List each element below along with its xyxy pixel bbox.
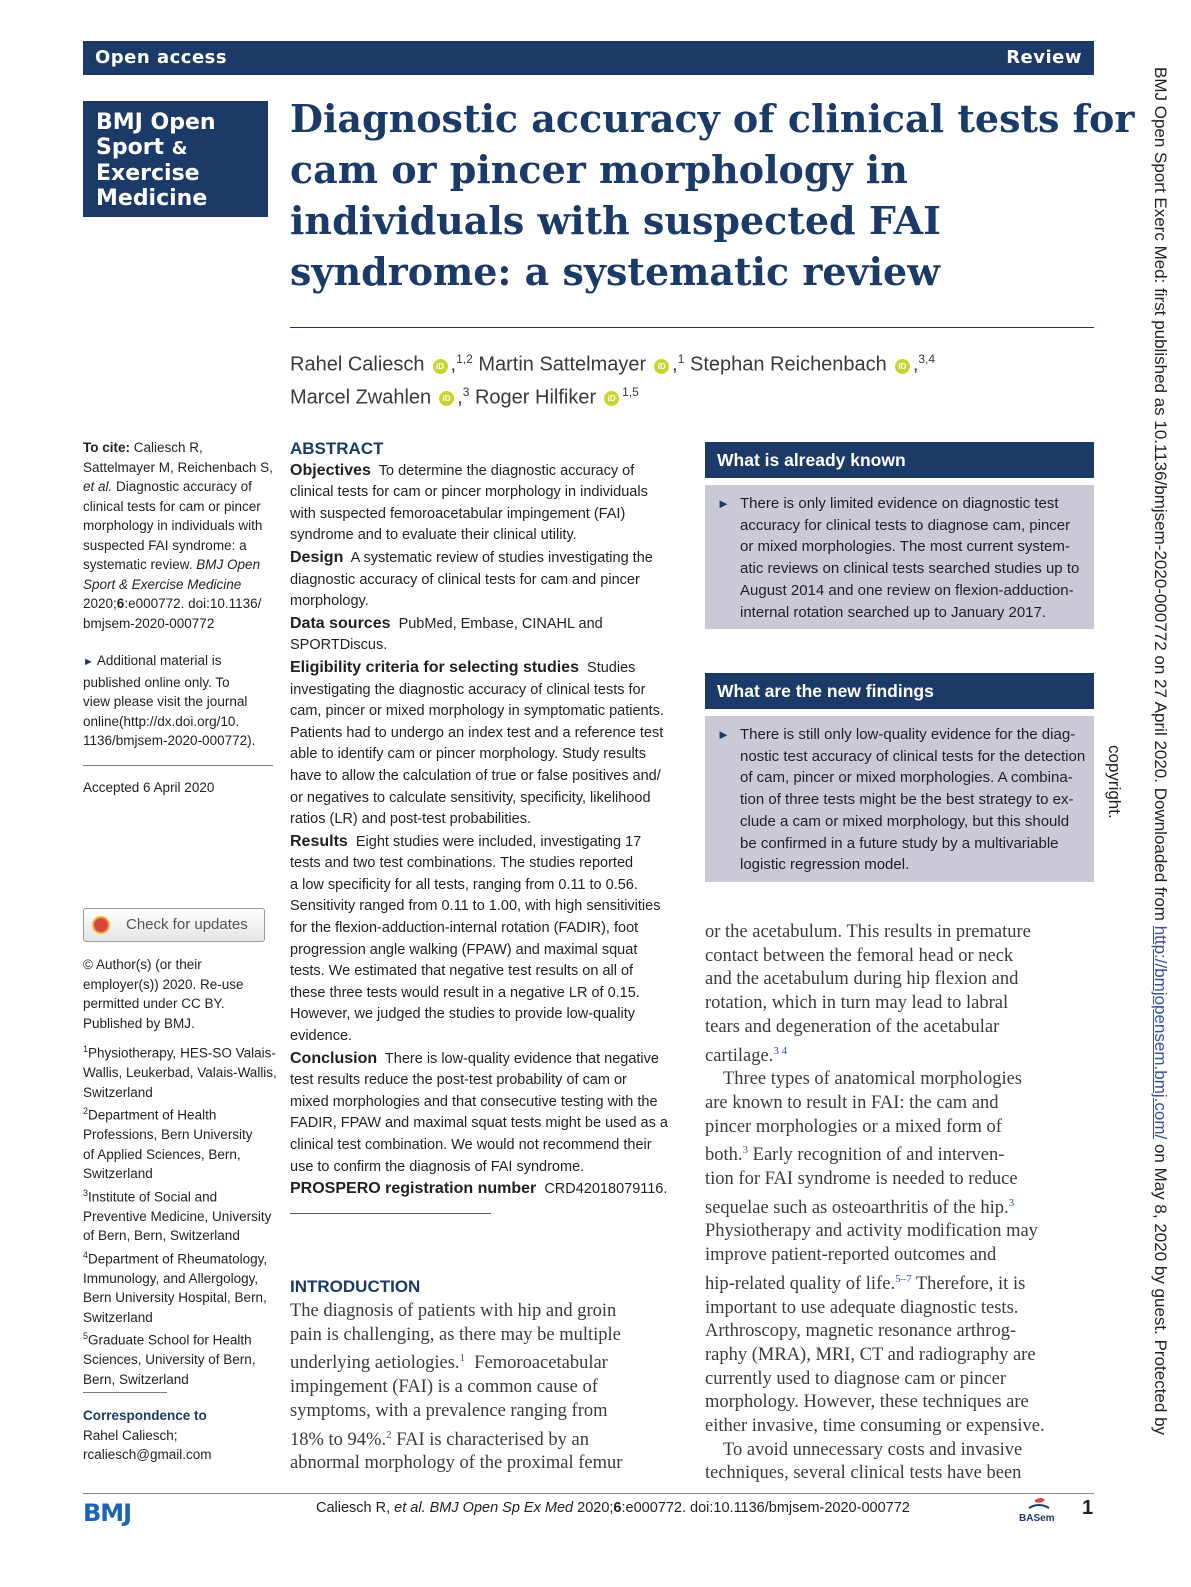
- citation-link[interactable]: 3: [742, 1144, 749, 1157]
- orcid-icon[interactable]: iD: [604, 391, 619, 406]
- already-known-box-title: What is already known: [705, 442, 1094, 478]
- affiliation: $^5$Graduate School for Health Sciences, University of Bern, Bern, Switzerland: [83, 1331, 256, 1387]
- citation-block: To cite: Caliesch R, Sattelmayer M, Reichenbach S, et al. Diagnostic accuracy of clinical tests for cam or pincer morphology in individuals with suspected FAI syndrome: a systematic review. BMJ Open Sport & Exercise Medicine 2020;6:e000772. doi:10.1136/ bmjsem-2020-000772: [83, 440, 273, 631]
- abstract-heading: ABSTRACT: [290, 439, 384, 458]
- correspondence: Correspondence to Rahel Caliesch; rcaliesch@gmail.com: [83, 1406, 273, 1465]
- page-number: 1: [1082, 1497, 1094, 1519]
- orcid-icon[interactable]: iD: [654, 359, 669, 374]
- author-name[interactable]: Rahel Caliesch: [290, 353, 425, 376]
- citation-link[interactable]: 5–7: [895, 1272, 912, 1285]
- article-type-label: Review: [1006, 47, 1082, 68]
- additional-material-note[interactable]: ► Additional material is published online only. To view please visit the journal online(http://dx.doi.org/10. 1136/bmjsem-2020-000772).: [83, 653, 256, 748]
- side-download-notice: BMJ Open Sport Exerc Med: first published as 10.1136/bmjsem-2020-000772 on 27 April 2020. Downloaded from http://bmjopensem.bmj.com/ on May 8, 2020 by guest. Protected by: [1151, 67, 1170, 1436]
- title-divider: [290, 327, 1094, 328]
- introduction-text: The diagnosis of patients with hip and groin pain is challenging, as there may be multiple underlying aetiologies.$^1$ Femoroacetabular impingement (FAI) is a common cause of symptoms, with a prevalence ranging from 18% to 94%.$^2$ FAI is characterised by an abnormal morphology of the proximal femur: [290, 1301, 623, 1474]
- basem-logo: [1015, 1496, 1063, 1524]
- body-text-right: or the acetabulum. This results in premature contact between the femoral head or neck and the acetabulum during hip flexion and rotation, which in turn may lead to labral tears and degeneration of the acetabular cartilage.$^{3 4}$ Three types of anatomical morphologies are known to result in FAI: the cam and pincer morphologies or a mixed form of both.$^3$ Early recognition of and interven- tion for FAI syndrome is needed to reduce sequelae such as osteoarthritis of the hip.$^3$ Physiotherapy and activity modification may improve patient-reported outcomes and hip-related quality of life.$^{5-7}$ Therefore, it is important to use adequate diagnostic tests. Arthroscopy, magnetic resonance arthrog- raphy (MRA), MRI, CT and radiography are currently used to diagnose cam or pincer morphology. However, these techniques are either invasive, time consuming or expensive. To avoid unnecessary costs and invasive techniques, several clinical tests have been: [705, 922, 1045, 1484]
- triangle-bullet-icon: ►: [717, 496, 730, 511]
- svg-text:BASem: BASem: [1019, 1513, 1055, 1524]
- affiliation: $^3$Institute of Social and Preventive Medicine, University of Bern, Bern, Switzerland: [83, 1187, 272, 1243]
- orcid-icon[interactable]: iD: [439, 391, 454, 406]
- triangle-bullet-icon: ►: [717, 727, 730, 742]
- citation-link[interactable]: 3 4: [773, 1044, 788, 1057]
- already-known-box: ► There is only limited evidence on diagnostic test accuracy for clinical tests to diagnose cam, pincer or mixed morphologies. The most current system- atic reviews on clinical tests searched studies up to August 2014 and one review on flexion-adduction- internal rotation searched up to January 2017.: [705, 485, 1094, 629]
- citation-link[interactable]: 2: [386, 1428, 392, 1441]
- correspondence-email[interactable]: rcaliesch@gmail.com: [83, 1447, 212, 1462]
- abstract: ABSTRACT Objectives To determine the diagnostic accuracy of clinical tests for cam or pincer morphology in individuals with suspected femoroacetabular impingement (FAI) syndrome and to evaluate their clinical utility. Design A systematic review of studies investigating the diagnostic accuracy of clinical tests for cam and pincer morphology. Data sources PubMed, Embase, CINAHL and SPORTDiscus. Eligibility criteria for selecting studies Studies investigating the diagnostic accuracy of clinical tests for cam, pincer or mixed morphology in symptomatic patients. Patients had to undergo an index test and a reference test able to identify cam or pincer morphology. Study results have to allow the calculation of true or false positives and/ or negatives to calculate sensitivity, specificity, likelihood ratios (LR) and post-test probabilities. Results Eight studies were included, investigating 17 tests and two test combinations. The studies reported a low specificity for all tests, ranging from 0.11 to 0.56. Sensitivity ranged from 0.11 to 1.00, with high sensitivities for the flexion-adduction-internal rotation (FADIR), foot progression angle walking (FPAW) and maximal squat tests. We estimated that negative test results on all of these three tests would result in a negative LR of 0.15. However, we judged the studies to provide low-quality evidence. Conclusion There is low-quality evidence that negative test results reduce the post-test probability of cam or mixed morphologies and that consecutive testing with the FADIR, FPAW and maximal squat tests might be used as a clinical test combination. We would not recommend their use to confirm the diagnosis of FAI syndrome. PROSPERO registration number CRD42018079116.: [290, 438, 680, 1201]
- author-name[interactable]: Roger Hilfiker: [474, 386, 597, 409]
- open-access-label: Open access: [95, 47, 228, 68]
- journal-logo-line: Exercise: [96, 161, 200, 186]
- citation-link[interactable]: 1: [459, 1352, 466, 1365]
- journal-logo: [83, 101, 268, 217]
- header-bar: [83, 41, 1094, 75]
- citation-link[interactable]: 3: [1008, 1196, 1015, 1209]
- triangle-bullet-icon: ►: [83, 656, 94, 668]
- article-title: Diagnostic accuracy of clinical tests for cam or pincer morphology in individuals with suspected FAI syndrome: a systematic review: [290, 96, 1135, 294]
- introduction-heading: INTRODUCTION: [290, 1277, 421, 1296]
- journal-site-link[interactable]: http://bmjopensem.bmj.com/: [1151, 925, 1170, 1140]
- affiliation: $^2$Department of Health Professions, Bern University of Applied Sciences, Bern, Switzerland: [83, 1106, 253, 1181]
- journal-logo-line: Sport &: [96, 135, 188, 160]
- affiliation: $^4$Department of Rheumatology, Immunology, and Allergology, Bern University Hospital, Bern, Switzerland: [83, 1249, 268, 1325]
- author-name[interactable]: Marcel Zwahlen: [290, 386, 432, 409]
- journal-logo-line: Medicine: [96, 186, 208, 211]
- sidebar: [83, 438, 273, 797]
- new-findings-box: ► There is still only low-quality evidence for the diag- nostic test accuracy of clinical tests for the detection of cam, pincer or mixed morphologies. A combina- tion of three tests might be the best strategy to ex- clude a cam or mixed morphology, but this should be confirmed in a future study by a multivariable logistic regression model.: [705, 716, 1094, 882]
- accepted-date: Accepted 6 April 2020: [83, 779, 215, 795]
- check-for-updates-button[interactable]: [83, 908, 265, 942]
- check-for-updates-label: Check for updates: [126, 916, 248, 933]
- orcid-icon[interactable]: iD: [433, 359, 448, 374]
- author-name[interactable]: Stephan Reichenbach: [689, 353, 887, 376]
- new-findings-box-title: What are the new findings: [705, 673, 1094, 709]
- footer-divider: [83, 1493, 1094, 1494]
- orcid-icon[interactable]: iD: [895, 359, 910, 374]
- author-list: Rahel Caliesch iD ,$^{1,2}$ Martin Sattelmayer iD ,$^1$ Stephan Reichenbach iD ,$^{3,4}$ Marcel Zwahlen iD ,$^3$ Roger Hilfiker iD$^{1,5}$: [290, 352, 936, 409]
- copyright-and-affiliations: © Author(s) (or their employer(s)) 2020. Re-use permitted under CC BY. Published by BMJ. $^1$Physiotherapy, HES-SO Valais- Wallis, Leukerbad, Valais-Wallis, Switzerland $^2$Department of Health Professions, Bern University of Applied Sciences, Bern, Switzerland $^3$Institute of Social and Preventive Medicine, University of Bern, Bern, Switzerland $^4$Department of Rheumatology, Immunology, and Allergology, Bern University Hospital, Bern, Switzerland $^5$Graduate School for Health Sciences, University of Bern, Bern, Switzerland: [83, 955, 273, 1389]
- bmj-logo: BMJ: [83, 1499, 132, 1527]
- footer-citation: Caliesch R, et al. BMJ Open Sp Ex Med 2020;6:e000772. doi:10.1136/bmjsem-2020-000772: [316, 1500, 910, 1516]
- author-name[interactable]: Martin Sattelmayer: [478, 353, 647, 376]
- journal-logo-line: BMJ Open: [96, 110, 216, 135]
- sidebar-divider: [83, 1392, 167, 1393]
- affiliation: $^1$Physiotherapy, HES-SO Valais- Wallis, Leukerbad, Valais-Wallis, Switzerland: [83, 1044, 277, 1100]
- bookmark-icon: [92, 916, 110, 934]
- abstract-divider: [290, 1213, 491, 1214]
